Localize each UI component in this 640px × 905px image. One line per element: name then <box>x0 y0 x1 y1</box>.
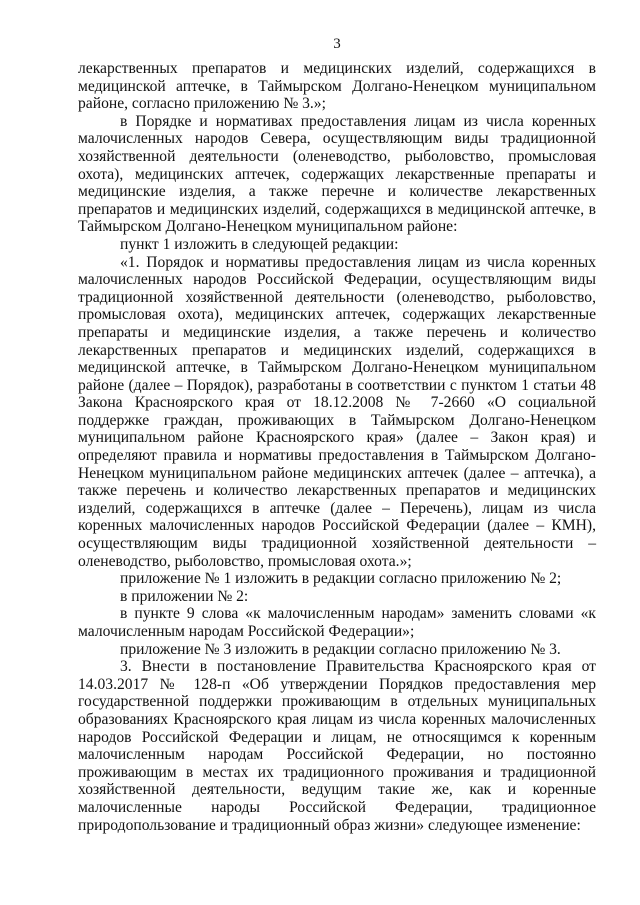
paragraph: приложение № 3 изложить в редакции согласно приложению № 3. <box>120 640 561 658</box>
paragraph: в Порядке и нормативах предоставления лицам из числа коренных малочисленных народов Севера, осуществляющим виды традиционной хозяйственной деятельности (оленеводство, рыболовство, промысловая охота), медицинских аптечек, содержащих лекарственные препараты и медицинские изделия, а также перечне и количестве лекарственных препаратов и медицинских изделий, содержащихся в медицинской аптечке, в Таймырском Долгано-Ненецком муниципальном районе: <box>78 112 596 236</box>
paragraph: в пункте 9 слова «к малочисленным народам» заменить словами «к малочисленным народам Российской Федерации»; <box>78 605 596 640</box>
paragraph: приложение № 1 изложить в редакции согласно приложению № 2; <box>120 570 562 588</box>
paragraph: лекарственных препаратов и медицинских изделий, содержащихся в медицинской аптечке, в Таймырском Долгано-Ненецком муниципальном районе, согласно приложению № 3.»; <box>78 60 596 113</box>
paragraph: 3. Внести в постановление Правительства Красноярского края от 14.03.2017 № 128-п «Об утверждении Порядков предоставления мер государственной поддержки проживающим в отдельных муниципальных образованиях Красноярского края лицам из числа коренных малочисленных народов Российской Федерации и лицам, не относящимся к коренным малочисленным народам Российской Федерации, но постоянно проживающим в местах их традиционного проживания и традиционной хозяйственной деятельности, ведущим такие же, как и коренные малочисленные народы Российской Федерации, традиционное природопользование и традиционный образ жизни» следующее изменение: <box>78 658 596 834</box>
document-body <box>78 60 596 834</box>
paragraph: в приложении № 2: <box>120 587 249 605</box>
page-number: 3 <box>333 36 341 52</box>
paragraph: «1. Порядок и нормативы предоставления лицам из числа коренных малочисленных народов Российской Федерации, осуществляющим виды традиционной хозяйственной деятельности (оленеводство, рыболовство, промысловая охота), медицинских аптечек, содержащих лекарственные препараты и медицинские изделия, а также перечень и количество лекарственных препаратов и медицинских изделий, содержащихся в медицинской аптечке, в Таймырском Долгано-Ненецком муниципальном районе (далее – Порядок), разработаны в соответствии с пунктом 1 статьи 48 Закона Красноярского края от 18.12.2008 № 7-2660 «О социальной поддержке граждан, проживающих в Таймырском Долгано-Ненецком муниципальном районе Красноярского края» (далее – Закон края) и определяют правила и нормативы предоставления в Таймырском Долгано-Ненецком муниципальном районе медицинских аптечек (далее – аптечка), а также перечень и количество лекарственных препаратов и медицинских изделий, содержащихся в аптечке (далее – Перечень), лицам из числа коренных малочисленных народов Российской Федерации (далее – КМН), осуществляющим виды традиционной хозяйственной деятельности – оленеводство, рыболовство, промысловая охота.»; <box>78 253 596 570</box>
paragraph: пункт 1 изложить в следующей редакции: <box>120 235 399 253</box>
